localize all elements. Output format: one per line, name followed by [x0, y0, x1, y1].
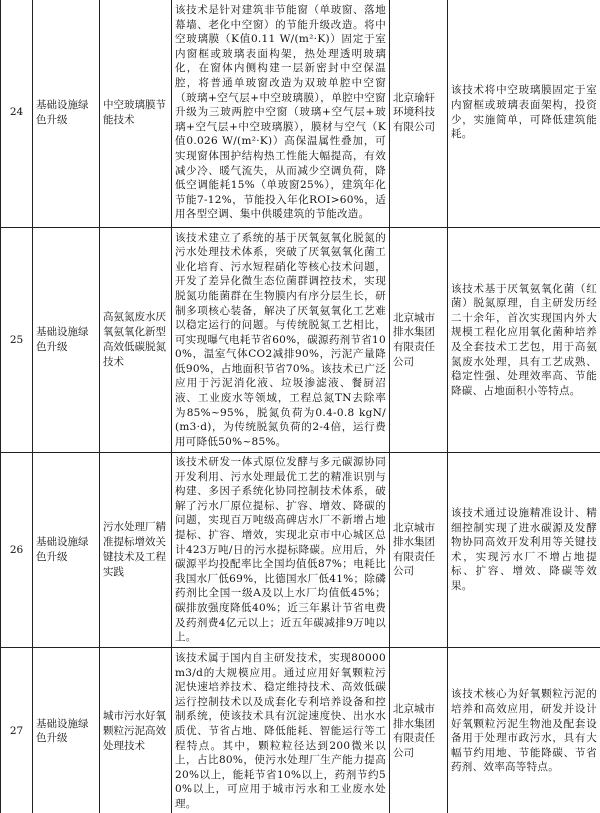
- table-row: [1, 0, 600, 228]
- category-cell: 基础设施绿色升级: [33, 0, 100, 228]
- unit-cell: 北京城市排水集团有限责任公司: [390, 647, 448, 813]
- summary-cell: 该技术通过设施精准设计、精细控制实现了进水碳源及发酵物协同高效开发利用等关键技术，实现污水厂不增占地提标、扩容、增效、降碳等效果。: [448, 453, 600, 648]
- description-cell: 该技术研发一体式原位发酵与多元碳源协同开发利用、污水处理最优工艺的精准识别与构建、多因子系统化协同控制技术体系，破解了污水厂原位提标、扩容、增效、降碳的问题，实现百万吨级高碑店水厂不新增占地提标、扩容、增效，实现北京市中心城区总计423万吨/日的污水提标降碳。应用后，外碳源平均投配率比全国均值低87%；电耗比我国水厂低69%，比德国水厂低41%；除磷药剂比全国一级A及以上水厂均值低45%；碳排放强度降低40%；近三年累计节省电费及药剂费4亿元以上；近五年碳减排9万吨以上。: [172, 453, 390, 648]
- category-cell: 基础设施绿色升级: [33, 228, 100, 453]
- description-cell: 该技术是针对建筑非节能窗（单玻窗、落地幕墙、老化中空窗）的节能升级改造。将中空玻璃膜（K值0.11 W/(m²·K)）固定于室内窗框或玻璃表面构架，热处理透明玻璃化，在窗体内侧构建一层新密封中空保温腔，将普通单玻窗改造为双玻单腔中空窗（玻璃+空气层+中空玻璃膜），单腔中空窗升级为三玻两腔中空窗（玻璃+空气层+玻璃+空气层+中空玻璃膜），膜材与空气（K值0.026 W/(m²·K)）高保温属性叠加，可实现窗体围护结构热工性能大幅提高，有效减少冷、暖气流失，从而减少空调负荷，降低空调能耗15%（单玻窗25%），建筑年化节能7-12%，节能投入年化ROI>60%，适用各型空调、集中供暖建筑的节能改造。: [172, 0, 390, 228]
- row-number: 27: [1, 647, 33, 813]
- summary-cell: 该技术核心为好氧颗粒污泥的培养和高效应用，研发并设计好氧颗粒污泥生物池及配套设备用于处理市政污水，具有大幅节约用地、节能降碳、节省药剂、效率高等特点。: [448, 647, 600, 813]
- description-cell: 该技术属于国内自主研发技术，实现80000m3/d的大规模应用。通过应用好氧颗粒污泥快速培养技术、稳定维持技术、高效低碳运行控制技术以及成套化专利培养设备和控制系统，使该技术具有沉淀速度快、出水水质优、节省占地、降低能耗、智能运行等工程特点。其中，颗粒粒径达到200微米以上，占比80%，使污水处理厂生产能力提高20%以上，能耗节省10%以上，药剂节约50%以上，可应用于城市污水和工业废水处理。: [172, 647, 390, 813]
- table-row: [1, 453, 600, 648]
- category-cell: 基础设施绿色升级: [33, 647, 100, 813]
- tech-name-cell: 中空玻璃膜节能技术: [100, 0, 172, 228]
- table-row: [1, 228, 600, 453]
- row-number: 26: [1, 453, 33, 648]
- summary-cell: 该技术将中空玻璃膜固定于室内窗框或玻璃表面架构，投资少，实施简单，可降低建筑能耗。: [448, 0, 600, 228]
- tech-name-cell: 城市污水好氧颗粒污泥高效处理技术: [100, 647, 172, 813]
- unit-cell: 北京瑜轩环境科技有限公司: [390, 0, 448, 228]
- tech-name-cell: 高氨氮废水厌氧氨氧化新型高效低碳脱氮技术: [100, 228, 172, 453]
- table-row: [1, 647, 600, 813]
- summary-cell: 该技术基于厌氧氨氧化菌（红菌）脱氮原理，自主研发历经二十余年，首次实现国内外大规模工程化应用氧化菌种培养及全套技术工艺包，用于高氨氮废水处理，具有工艺成熟、稳定性强、处理效率高、节能降碳、占地面积小等特点。: [448, 228, 600, 453]
- tech-name-cell: 污水处理厂精准提标增效关键技术及工程实践: [100, 453, 172, 648]
- description-cell: 该技术建立了系统的基于厌氧氨氧化脱氮的污水处理技术体系，突破了厌氧氨氧化菌工业化培育、污水短程硝化等核心技术问题，开发了差异化微生态位菌群调控技术，实现脱氮功能菌群在生物膜内有序分层生长，研制多项核心装备，解决了厌氧氨氧化工艺难以稳定运行的问题。与传统脱氮工艺相比，可实现曝气电耗节省60%，碳源药剂节省100%，温室气体CO2减排90%，污泥产量降低90%，占地面积节省70%。该技术已广泛应用于污泥消化液、垃圾渗滤液、餐厨沼液、工业废水等领域，工程总氮TN去除率为85%~95%，脱氮负荷为0.4-0.8 kgN/(m3·d)，为传统脱氮负荷的2-4倍，运行费用可降低50%~85%。: [172, 228, 390, 453]
- unit-cell: 北京城市排水集团有限责任公司: [390, 228, 448, 453]
- category-cell: 基础设施绿色升级: [33, 453, 100, 648]
- row-number: 24: [1, 0, 33, 228]
- row-number: 25: [1, 228, 33, 453]
- unit-cell: 北京城市排水集团有限责任公司: [390, 453, 448, 648]
